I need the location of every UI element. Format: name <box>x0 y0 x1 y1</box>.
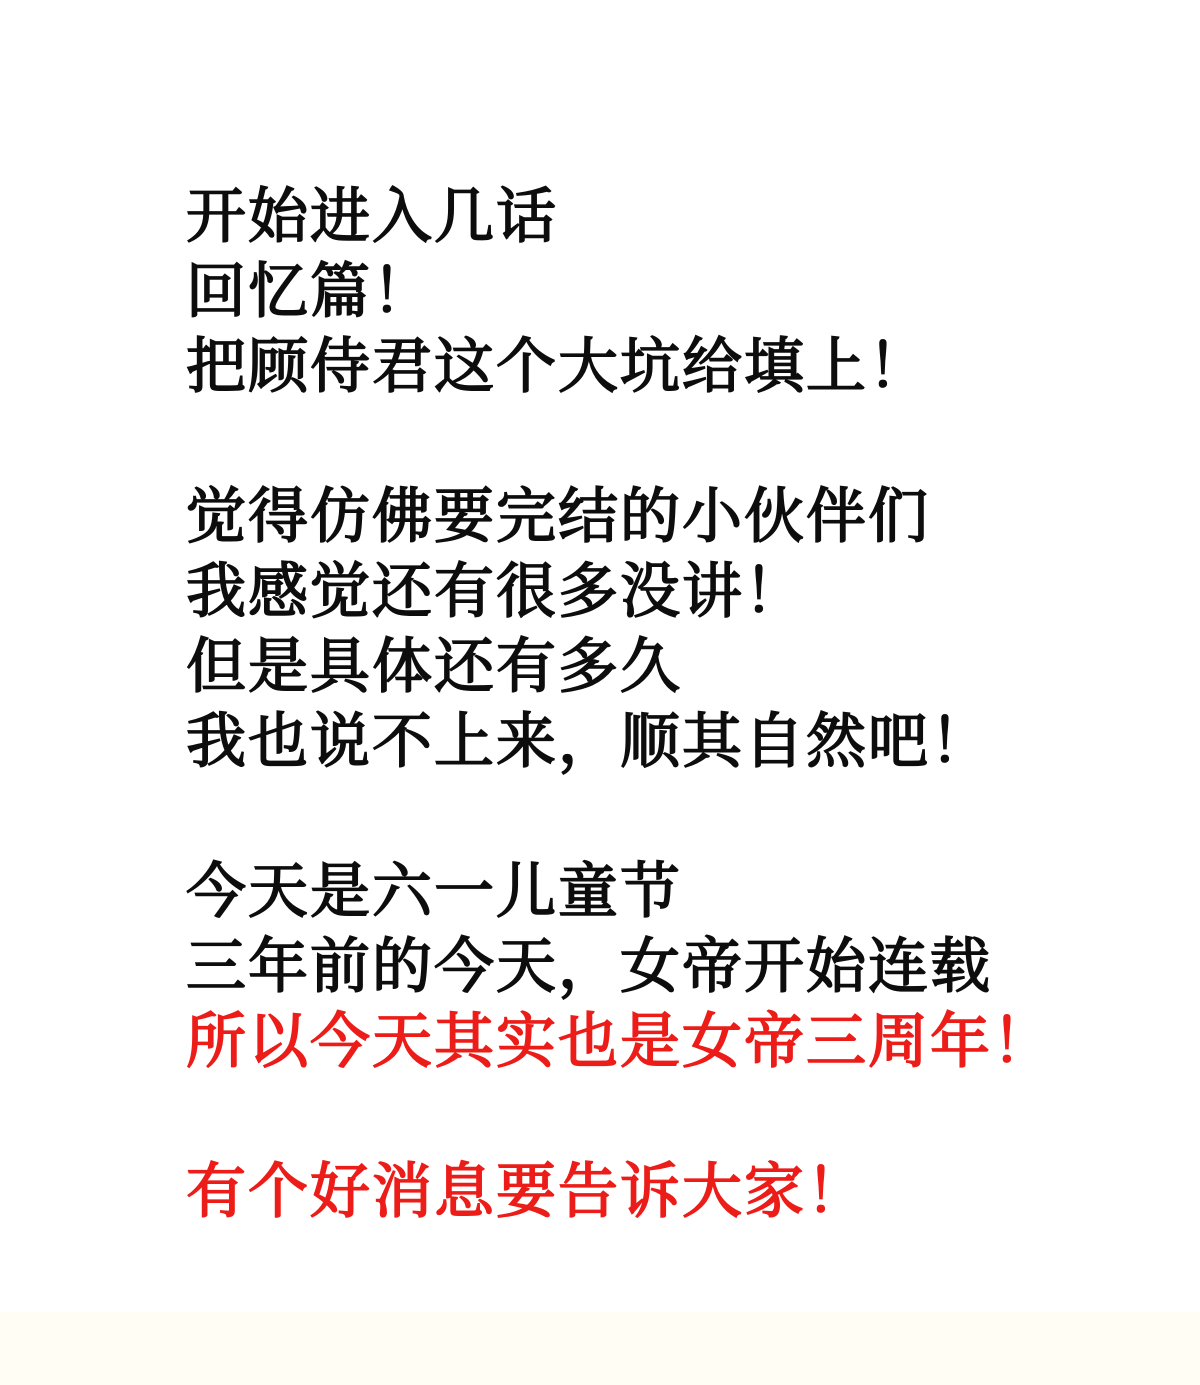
note-text <box>186 180 1146 1230</box>
text-line: 三年前的今天，女帝开始连载 <box>186 932 992 1002</box>
text-line: 我也说不上来，顺其自然吧！ <box>186 707 992 777</box>
text-line: 开始进入几话 <box>186 182 558 252</box>
text-line: 把顾侍君这个大坑给填上！ <box>186 332 930 402</box>
paragraph-intro <box>186 180 1146 405</box>
text-line: 有个好消息要告诉大家！ <box>186 1157 868 1227</box>
paragraph-anniversary <box>186 855 1146 1080</box>
text-line: 今天是六一儿童节 <box>186 857 682 927</box>
footer-band <box>0 1312 1200 1385</box>
text-line: 觉得仿佛要完结的小伙伴们 <box>186 482 930 552</box>
text-line: 但是具体还有多久 <box>186 632 682 702</box>
text-line: 我感觉还有很多没讲！ <box>186 557 806 627</box>
text-line: 所以今天其实也是女帝三周年！ <box>186 1007 1054 1077</box>
text-line: 回忆篇！ <box>186 257 434 327</box>
paragraph-progress <box>186 480 1146 780</box>
paragraph-good-news <box>186 1155 1146 1230</box>
